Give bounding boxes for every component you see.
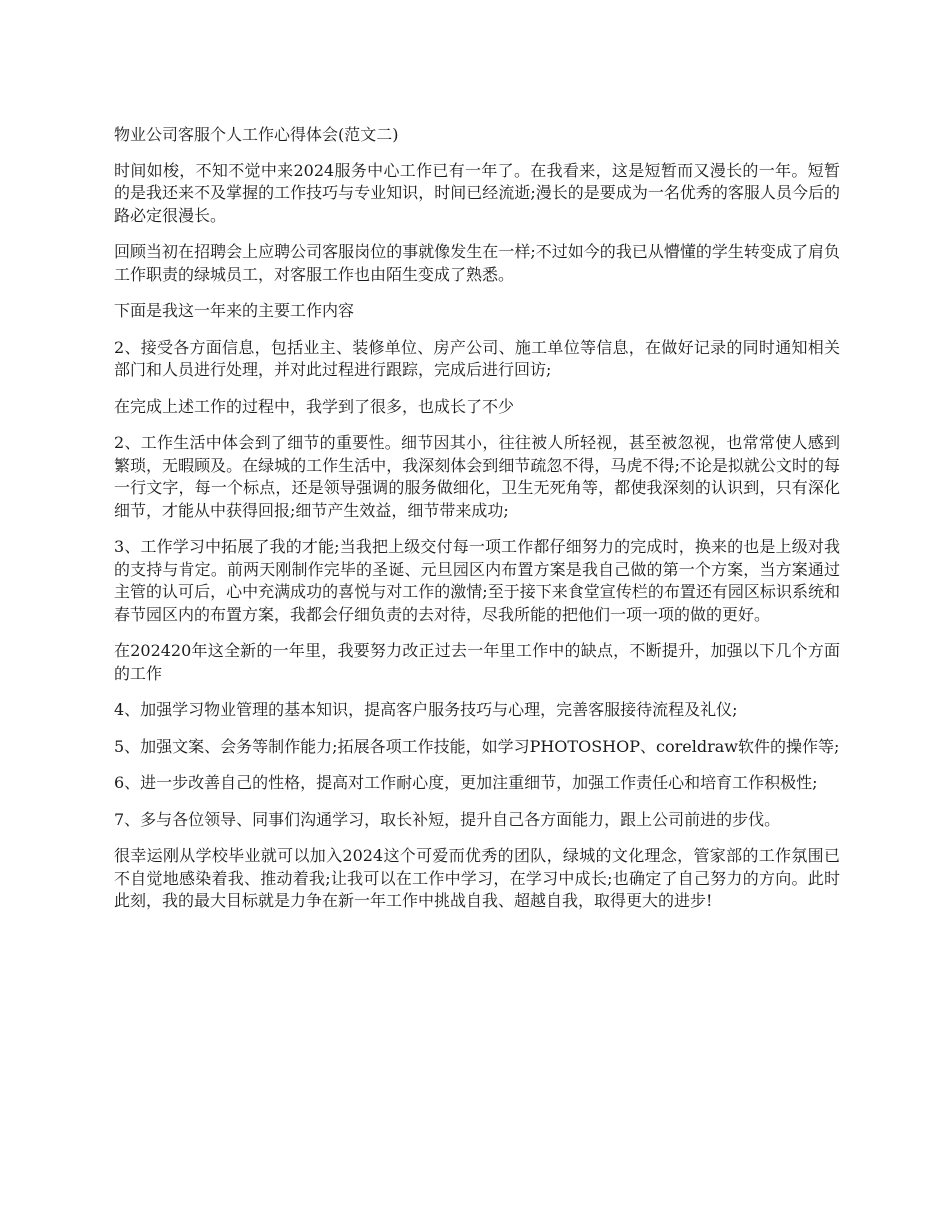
paragraph-work-item-2: 2、接受各方面信息，包括业主、装修单位、房产公司、施工单位等信息，在做好记录的同时通知相关部门和人员进行处理，并对此过程进行跟踪，完成后进行回访; xyxy=(114,337,840,379)
paragraph-plan-item-6: 6、进一步改善自己的性格，提高对工作耐心度，更加注重细节，加强工作责任心和培育工作积极性; xyxy=(114,773,818,792)
document-title: 物业公司客服个人工作心得体会(范文二) xyxy=(114,125,399,144)
paragraph-plan-item-7: 7、多与各位领导、同事们沟通学习，取长补短，提升自己各方面能力，跟上公司前进的步伐。 xyxy=(114,809,781,829)
paragraph-conclusion: 很幸运刚从学校毕业就可以加入2024这个可爱而优秀的团队，绿城的文化理念，管家部的工作氛围已不自觉地感染着我、推动着我;让我可以在工作中学习，在学习中成长;也确定了自己努力的方向。此时此刻，我的最大目标就是力争在新一年工作中挑战自我、超越自我，取得更大的进步! xyxy=(114,846,840,910)
paragraph-intro: 时间如梭，不知不觉中来2024服务中心工作已有一年了。在我看来，这是短暂而又漫长的一年。短暂的是我还来不及掌握的工作技巧与专业知识，时间已经流逝;漫长的是要成为一名优秀的客服人员今后的路必定很漫长。 xyxy=(114,160,840,225)
paragraph-plan-item-5: 5、加强文案、会务等制作能力;拓展各项工作技能，如学习PHOTOSHOP、coreldraw软件的操作等; xyxy=(114,736,840,756)
paragraph-new-year-plan: 在202420年这全新的一年里，我要努力改正过去一年里工作中的缺点，不断提升，加强以下几个方面的工作 xyxy=(114,641,840,683)
paragraph-detail-importance: 2、工作生活中体会到了细节的重要性。细节因其小，往往被人所轻视，甚至被忽视，也常常使人感到繁琐，无暇顾及。在绿城的工作生活中，我深刻体会到细节疏忽不得，马虎不得;不论是拟就公文时的每一行文字，每一个标点，还是领导强调的服务做细化，卫生无死角等，都使我深刻的认识到，只有深化细节，才能从中获得回报;细节产生效益，细节带来成功; xyxy=(114,433,840,520)
paragraph-work-heading: 下面是我这一年来的主要工作内容 xyxy=(114,301,355,320)
paragraph-plan-item-4: 4、加强学习物业管理的基本知识，提高客户服务技巧与心理，完善客服接待流程及礼仪; xyxy=(114,700,738,719)
paragraph-skills-expanded: 3、工作学习中拓展了我的才能;当我把上级交付每一项工作都仔细努力的完成时，换来的也是上级对我的支持与肯定。前两天刚制作完毕的圣诞、元旦园区内布置方案是我自己做的第一个方案，当方案通过主管的认可后，心中充满成功的喜悦与对工作的激情;至于接下来食堂宣传栏的布置还有园区标识系统和春节园区内的布置方案，我都会仔细负责的去对待，尽我所能的把他们一项一项的做的更好。 xyxy=(114,537,840,624)
paragraph-learned-heading: 在完成上述工作的过程中，我学到了很多，也成长了不少 xyxy=(114,396,515,416)
document-page xyxy=(114,124,840,927)
paragraph-review: 回顾当初在招聘会上应聘公司客服岗位的事就像发生在一样;不过如今的我已从懵懂的学生转变成了肩负工作职责的绿城员工，对客服工作也由陌生变成了熟悉。 xyxy=(114,242,840,284)
